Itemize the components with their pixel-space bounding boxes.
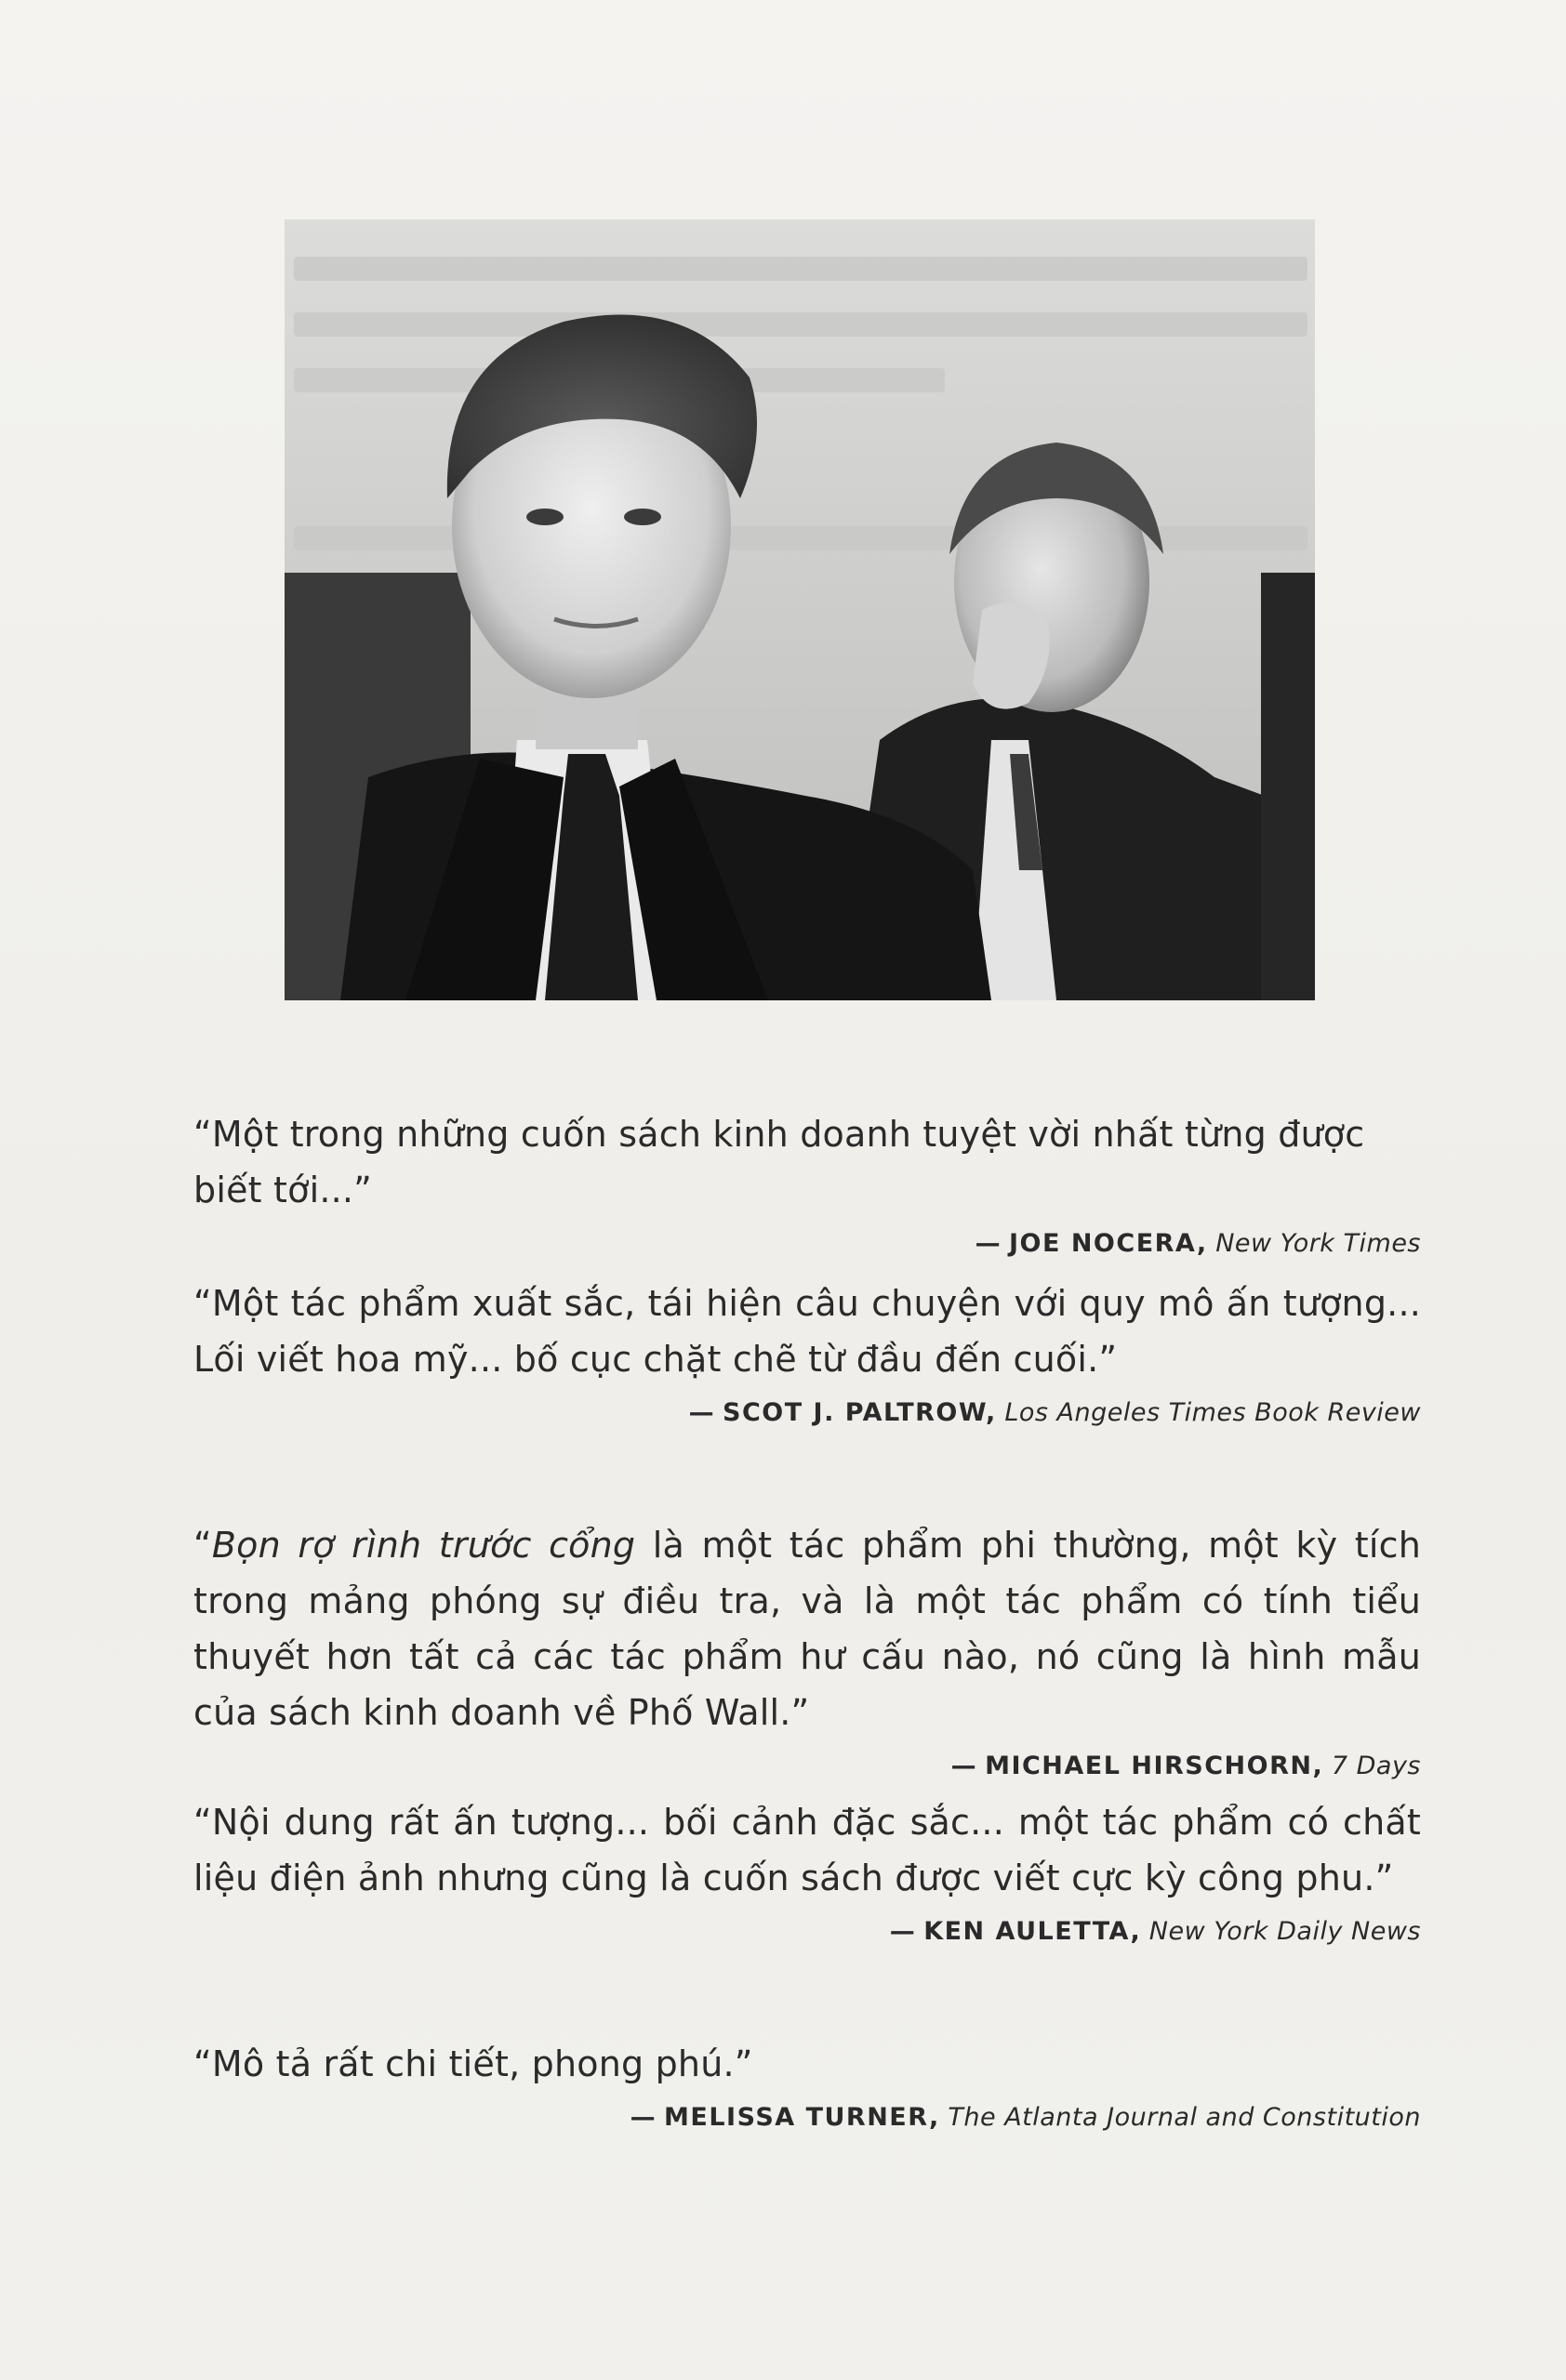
quote-text: “Mô tả rất chi tiết, phong phú.”	[193, 2043, 753, 2084]
quote-text: “Một trong những cuốn sách kinh doanh tuyệt vời nhất từng được biết tới...”	[193, 1114, 1365, 1210]
review-quote-3	[193, 1517, 1421, 1785]
book-title: Bọn rợ rình trước cổng	[211, 1525, 636, 1566]
photo-two-men-in-suits-icon	[285, 219, 1315, 1000]
quote-attribution	[193, 1395, 1421, 1432]
attribution-dash: —	[889, 1917, 924, 1946]
reviewer-name: MICHAEL HIRSCHORN,	[985, 1752, 1324, 1780]
review-quote-1	[193, 1106, 1421, 1263]
publication-name: New York Daily News	[1148, 1917, 1421, 1946]
publication-name: The Atlanta Journal and Constitution	[948, 2103, 1421, 2132]
quote-open-mark: “	[193, 1525, 212, 1566]
publication-name: Los Angeles Times Book Review	[1004, 1398, 1421, 1427]
review-quote-2	[193, 1276, 1421, 1432]
quote-attribution	[193, 1913, 1421, 1950]
attribution-dash: —	[950, 1752, 986, 1780]
quote-attribution	[193, 1225, 1421, 1263]
publication-name: 7 Days	[1331, 1752, 1421, 1780]
attribution-dash: —	[630, 2103, 665, 2132]
review-quote-4	[193, 1794, 1421, 1950]
quote-text-rest: là một tác phẩm phi thường, một kỳ tích trong mảng phóng sự điều tra, và là một tác phẩm có tính tiểu thuyết hơn tất cả các tác phẩm hư cấu nào, nó cũng là hình mẫu của sách kinh doanh về Phố Wall.”	[193, 1525, 1422, 1733]
publication-name: New York Times	[1215, 1229, 1421, 1258]
quote-attribution	[193, 1748, 1421, 1785]
reviewer-name: MELISSA TURNER,	[664, 2103, 940, 2132]
quote-attribution	[193, 2099, 1421, 2136]
author-photo	[285, 219, 1315, 1000]
reviewer-name: KEN AULETTA,	[923, 1917, 1142, 1946]
quote-text	[193, 1517, 1421, 1740]
quote-text: “Một tác phẩm xuất sắc, tái hiện câu chuyện với quy mô ấn tượng... Lối viết hoa mỹ... bố cục chặt chẽ từ đầu đến cuối.”	[193, 1283, 1421, 1380]
quote-text: “Nội dung rất ấn tượng... bối cảnh đặc sắc... một tác phẩm có chất liệu điện ảnh nhưng cũng là cuốn sách được viết cực kỳ công phu.”	[193, 1802, 1421, 1898]
attribution-dash: —	[688, 1398, 723, 1427]
reviewer-name: JOE NOCERA,	[1008, 1229, 1208, 1258]
reviewer-name: SCOT J. PALTROW,	[723, 1398, 997, 1427]
attribution-dash: —	[975, 1229, 1009, 1258]
review-quote-5	[193, 2036, 1421, 2136]
